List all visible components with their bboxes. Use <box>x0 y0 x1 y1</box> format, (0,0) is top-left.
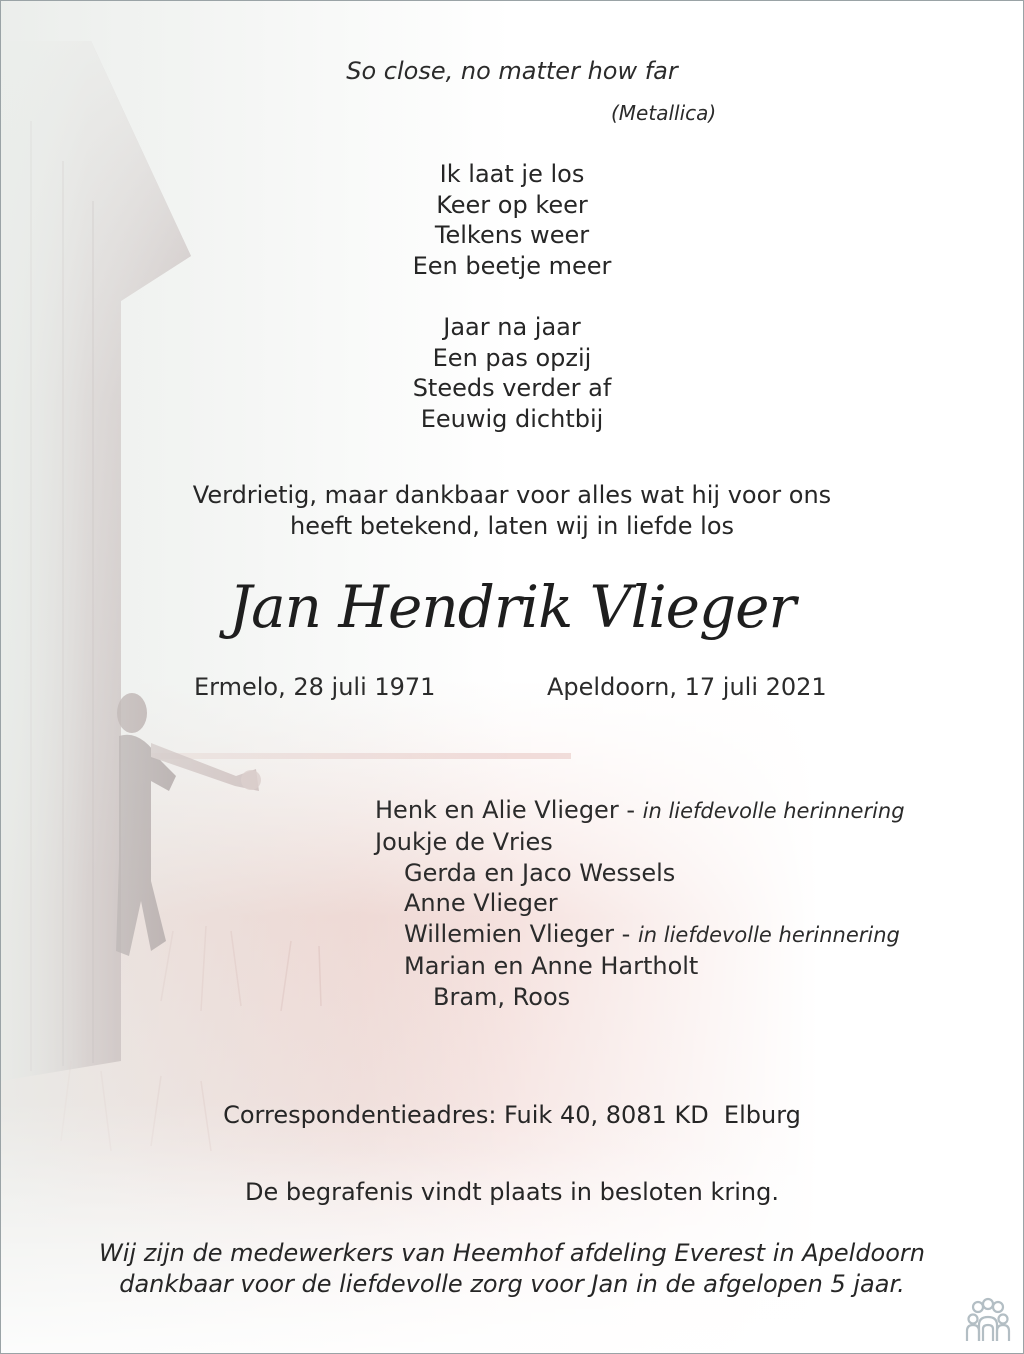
correspondence-address: Correspondentieadres: Fuik 40, 8081 KD Elburg <box>223 1101 801 1129</box>
poem-line: Een pas opzij <box>432 343 592 372</box>
family-note: in liefdevolle herinnering <box>637 923 900 948</box>
family-member: Joukje de Vries <box>375 827 553 856</box>
family-member: Marian en Anne Hartholt <box>404 951 699 980</box>
poem-line: Steeds verder af <box>412 374 612 402</box>
family-member: Henk en Alie Vlieger - in liefdevolle herinnering <box>375 796 905 824</box>
poem-line: Eeuwig dichtbij <box>420 404 604 433</box>
people-group-icon <box>963 1297 1013 1345</box>
family-note: in liefdevolle herinnering <box>642 799 905 823</box>
poem-line: Jaar na jaar <box>443 313 581 341</box>
family-list <box>375 795 905 1013</box>
poem-stanza-1 <box>1 159 1023 281</box>
thanks-note <box>1 1238 1023 1299</box>
family-member: Gerda en Jaco Wessels <box>404 858 676 887</box>
family-member: Willemien Vlieger - in liefdevolle herinnering <box>404 920 900 949</box>
poem-quote: So close, no matter how far <box>346 57 678 85</box>
deceased-name: Jan Hendrik Vlieger <box>228 573 796 641</box>
poem-line: Ik laat je los <box>439 160 585 188</box>
announcement-intro <box>1 480 1023 541</box>
poem-line: Keer op keer <box>436 190 588 219</box>
poem-stanza-2 <box>1 312 1023 434</box>
family-member: Anne Vlieger <box>404 889 558 918</box>
funeral-notice: De begrafenis vindt plaats in besloten kring. <box>244 1178 779 1206</box>
poem-line: Een beetje meer <box>412 251 612 280</box>
birth-place-date: Ermelo, 28 juli 1971 <box>194 673 436 701</box>
thanks-line: dankbaar voor de liefdevolle zorg voor Jan in de afgelopen 5 jaar. <box>119 1269 905 1298</box>
death-place-date: Apeldoorn, 17 juli 2021 <box>547 673 827 701</box>
intro-line: heeft betekend, laten wij in liefde los <box>289 511 735 540</box>
family-member: Bram, Roos <box>433 982 571 1011</box>
intro-line: Verdrietig, maar dankbaar voor alles wat hij voor ons <box>192 481 832 509</box>
poem-line: Telkens weer <box>434 221 590 249</box>
thanks-line: Wij zijn de medewerkers van Heemhof afdeling Everest in Apeldoorn <box>99 1239 925 1267</box>
poem-quote-source: (Metallica) <box>611 101 717 125</box>
